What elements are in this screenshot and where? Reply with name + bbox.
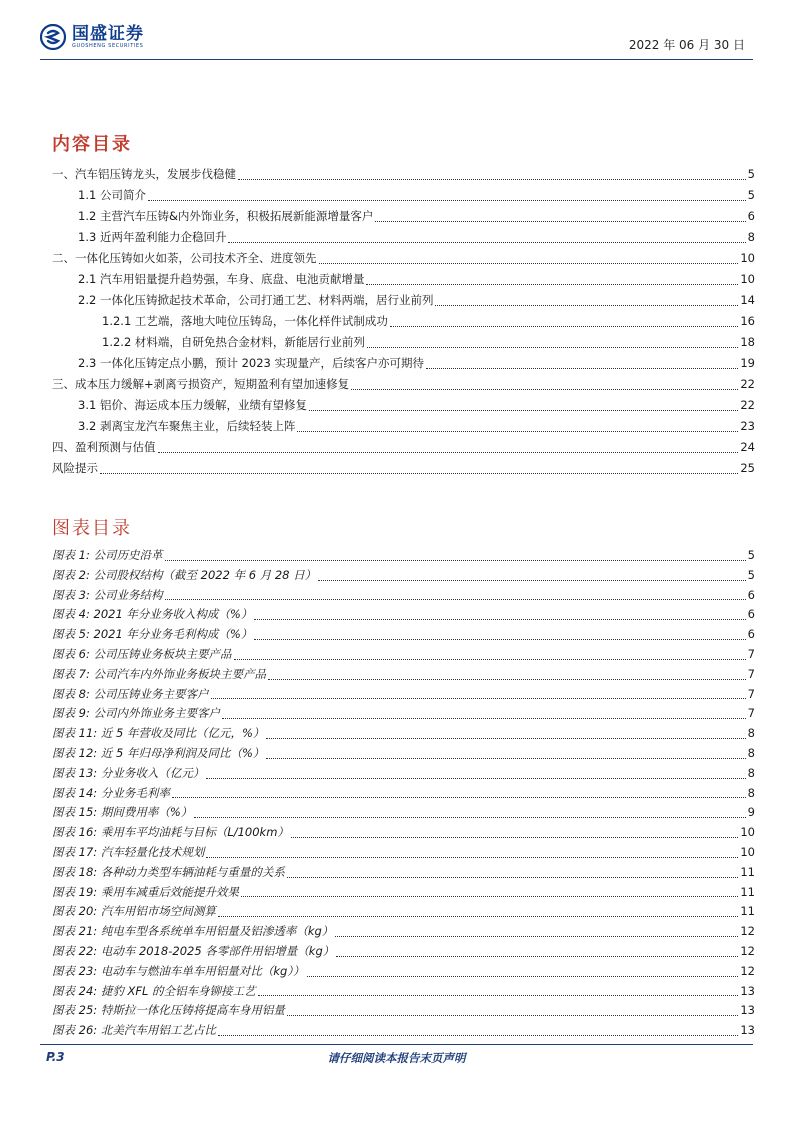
figure-entry-page: 6 bbox=[747, 587, 755, 602]
figure-entry-page: 11 bbox=[740, 884, 755, 899]
figure-leader-dots bbox=[194, 817, 745, 818]
toc-title: 内容目录 bbox=[52, 134, 132, 155]
toc-entry-text: 3.1 铝价、海运成本压力缓解，业绩有望修复 bbox=[78, 395, 309, 416]
toc-entry[interactable] bbox=[52, 416, 755, 437]
figure-entry-page: 7 bbox=[747, 686, 755, 701]
toc-entry[interactable] bbox=[52, 164, 755, 185]
figure-leader-dots bbox=[218, 1035, 739, 1036]
figure-entry[interactable] bbox=[52, 665, 755, 685]
figure-entry-page: 9 bbox=[747, 805, 755, 820]
toc-leader-dots bbox=[390, 326, 738, 327]
figure-entry-text: 图表 6: 公司压铸业务板块主要产品 bbox=[52, 645, 234, 665]
toc-leader-dots bbox=[309, 410, 738, 411]
toc-entry-text: 1.3 近两年盈利能力企稳回升 bbox=[78, 227, 228, 248]
figure-leader-dots bbox=[211, 698, 746, 699]
toc-entry[interactable] bbox=[52, 290, 755, 311]
figure-entry[interactable] bbox=[52, 982, 755, 1002]
toc-leader-dots bbox=[158, 452, 739, 453]
toc-leader-dots bbox=[367, 347, 738, 348]
figures-list bbox=[52, 546, 755, 1041]
toc-entry-text: 2.3 一体化压铸定点小鹏，预计 2023 实现量产，后续客户亦可期待 bbox=[78, 353, 426, 374]
figure-leader-dots bbox=[165, 599, 746, 600]
toc-leader-dots bbox=[426, 368, 738, 369]
figure-entry[interactable] bbox=[52, 803, 755, 823]
toc-entry-page: 6 bbox=[747, 209, 755, 223]
toc-entry[interactable] bbox=[52, 437, 755, 458]
figure-leader-dots bbox=[336, 956, 738, 957]
figure-entry-text: 图表 12: 近 5 年归母净利润及同比（%） bbox=[52, 744, 266, 764]
toc-entry[interactable] bbox=[52, 185, 755, 206]
page-header bbox=[40, 24, 753, 56]
figure-entry[interactable] bbox=[52, 843, 755, 863]
toc-entry[interactable] bbox=[52, 206, 755, 227]
figure-entry-page: 11 bbox=[740, 904, 755, 919]
toc-leader-dots bbox=[435, 305, 738, 306]
figure-entry[interactable] bbox=[52, 764, 755, 784]
figure-entry-text: 图表 21: 纯电车型各系统单车用铝量及铝渗透率（kg） bbox=[52, 922, 335, 942]
figure-entry-text: 图表 11: 近 5 年营收及同比（亿元，%） bbox=[52, 724, 266, 744]
toc-entry-page: 22 bbox=[740, 398, 755, 412]
toc-entry-text: 1.2.2 材料端，自研免热合金材料，新能居行业前列 bbox=[102, 332, 367, 353]
toc-leader-dots bbox=[375, 221, 745, 222]
figure-leader-dots bbox=[318, 580, 746, 581]
toc-entry-page: 5 bbox=[747, 167, 755, 181]
toc-entry-text: 1.1 公司简介 bbox=[78, 185, 148, 206]
toc-entry-text: 一、汽车铝压铸龙头，发展步伐稳健 bbox=[52, 164, 238, 185]
toc-entry-text: 2.2 一体化压铸掀起技术革命，公司打通工艺、材料两端，居行业前列 bbox=[78, 290, 435, 311]
footer-disclaimer: 请仔细阅读本报告末页声明 bbox=[327, 1051, 466, 1065]
figure-entry-page: 13 bbox=[740, 1003, 755, 1018]
figure-entry-page: 11 bbox=[740, 864, 755, 879]
page-number: P.3 bbox=[46, 1050, 65, 1064]
figure-entry-page: 10 bbox=[740, 825, 755, 840]
figure-leader-dots bbox=[258, 995, 739, 996]
figure-entry[interactable] bbox=[52, 625, 755, 645]
figure-leader-dots bbox=[172, 797, 746, 798]
figure-entry-page: 5 bbox=[747, 567, 755, 582]
figure-entry-text: 图表 3: 公司业务结构 bbox=[52, 586, 165, 606]
toc-entry-page: 16 bbox=[740, 314, 755, 328]
figure-entry-page: 5 bbox=[747, 548, 755, 562]
toc-entry-page: 22 bbox=[740, 377, 755, 391]
figure-entry[interactable] bbox=[52, 605, 755, 625]
figure-leader-dots bbox=[307, 976, 739, 977]
figure-leader-dots bbox=[254, 619, 745, 620]
figure-entry-text: 图表 18: 各种动力类型车辆油耗与重量的关系 bbox=[52, 863, 287, 883]
toc-entry[interactable] bbox=[52, 269, 755, 290]
toc-entry[interactable] bbox=[52, 227, 755, 248]
toc-entry[interactable] bbox=[52, 332, 755, 353]
figure-entry-page: 7 bbox=[747, 646, 755, 661]
toc-entry-page: 23 bbox=[740, 419, 755, 433]
toc-entry-text: 二、一体化压铸如火如荼，公司技术齐全、进度领先 bbox=[52, 248, 319, 269]
logo-chinese-name: 国盛证券 bbox=[72, 23, 144, 44]
guosheng-logo-icon bbox=[40, 24, 66, 50]
toc-leader-dots bbox=[297, 431, 738, 432]
figure-entry[interactable] bbox=[52, 645, 755, 665]
figure-entry[interactable] bbox=[52, 724, 755, 744]
figure-entry-page: 12 bbox=[740, 963, 755, 978]
figure-entry-page: 8 bbox=[747, 765, 755, 780]
figure-entry-text: 图表 23: 电动车与燃油车单车用铝量对比（kg）） bbox=[52, 962, 307, 982]
figure-leader-dots bbox=[287, 877, 739, 878]
figure-entry-page: 7 bbox=[747, 666, 755, 681]
figure-entry[interactable] bbox=[52, 586, 755, 606]
toc-entry-page: 18 bbox=[740, 335, 755, 349]
toc-entry[interactable] bbox=[52, 353, 755, 374]
figure-entry-text: 图表 13: 分业务收入（亿元） bbox=[52, 764, 206, 784]
toc-entry[interactable] bbox=[52, 311, 755, 332]
figure-entry-text: 图表 4: 2021 年分业务收入构成（%） bbox=[52, 605, 254, 625]
toc-leader-dots bbox=[148, 200, 746, 201]
figure-entry-page: 13 bbox=[740, 1023, 755, 1038]
toc-leader-dots bbox=[238, 179, 746, 180]
toc-entry-text: 3.2 剥离宝龙汽车聚焦主业，后续轻装上阵 bbox=[78, 416, 297, 437]
figure-entry-page: 7 bbox=[747, 706, 755, 721]
figure-entry[interactable] bbox=[52, 685, 755, 705]
toc-entry-page: 8 bbox=[747, 230, 755, 244]
figure-entry[interactable] bbox=[52, 922, 755, 942]
figure-entry-text: 图表 25: 特斯拉一体化压铸将提高车身用铝量 bbox=[52, 1001, 287, 1021]
toc-leader-dots bbox=[351, 389, 738, 390]
figure-entry[interactable] bbox=[52, 902, 755, 922]
figure-leader-dots bbox=[266, 738, 745, 739]
figure-leader-dots bbox=[254, 639, 745, 640]
figure-entry-text: 图表 14: 分业务毛利率 bbox=[52, 784, 172, 804]
figures-title: 图表目录 bbox=[52, 518, 132, 539]
figure-leader-dots bbox=[218, 916, 739, 917]
toc-entry-page: 19 bbox=[740, 356, 755, 370]
figure-leader-dots bbox=[335, 936, 738, 937]
figure-entry[interactable] bbox=[52, 784, 755, 804]
figure-entry[interactable] bbox=[52, 863, 755, 883]
figure-entry[interactable] bbox=[52, 546, 755, 566]
brand-logo bbox=[40, 24, 144, 50]
toc-entry-text: 风险提示 bbox=[52, 458, 100, 479]
figure-leader-dots bbox=[287, 1015, 739, 1016]
toc-entry-text: 2.1 汽车用铝量提升趋势强，车身、底盘、电池贡献增量 bbox=[78, 269, 366, 290]
toc-entry-page: 10 bbox=[740, 272, 755, 286]
figure-entry-text: 图表 1: 公司历史沿革 bbox=[52, 546, 165, 566]
toc-entry[interactable] bbox=[52, 374, 755, 395]
figure-entry-text: 图表 8: 公司压铸业务主要客户 bbox=[52, 685, 211, 705]
figure-entry-page: 12 bbox=[740, 924, 755, 939]
figure-leader-dots bbox=[206, 857, 738, 858]
toc-leader-dots bbox=[319, 263, 739, 264]
figure-leader-dots bbox=[165, 560, 746, 561]
toc-entry-page: 25 bbox=[740, 461, 755, 475]
toc-leader-dots bbox=[100, 473, 738, 474]
figure-entry-text: 图表 16: 乘用车平均油耗与目标（L/100km） bbox=[52, 823, 291, 843]
toc-leader-dots bbox=[366, 284, 738, 285]
figure-entry-text: 图表 20: 汽车用铝市场空间测算 bbox=[52, 902, 218, 922]
figure-leader-dots bbox=[268, 679, 746, 680]
toc-leader-dots bbox=[228, 242, 745, 243]
figure-leader-dots bbox=[291, 837, 738, 838]
figure-entry[interactable] bbox=[52, 1021, 755, 1041]
figure-entry[interactable] bbox=[52, 744, 755, 764]
figure-entry[interactable] bbox=[52, 1001, 755, 1021]
toc-entry-page: 24 bbox=[740, 440, 755, 454]
figure-entry-text: 图表 26: 北美汽车用铝工艺占比 bbox=[52, 1021, 218, 1041]
toc-entry[interactable] bbox=[52, 395, 755, 416]
toc-entry-page: 5 bbox=[747, 188, 755, 202]
figure-entry-text: 图表 19: 乘用车减重后效能提升效果 bbox=[52, 883, 241, 903]
figure-entry-text: 图表 22: 电动车 2018-2025 各零部件用铝增量（kg） bbox=[52, 942, 336, 962]
toc-entry-page: 14 bbox=[740, 293, 755, 307]
figure-entry[interactable] bbox=[52, 883, 755, 903]
figure-entry-text: 图表 2: 公司股权结构（截至 2022 年 6 月 28 日） bbox=[52, 566, 318, 586]
toc-list bbox=[52, 164, 755, 479]
figure-entry-page: 10 bbox=[740, 844, 755, 859]
toc-entry-text: 1.2 主营汽车压铸&内外饰业务，积极拓展新能源增量客户 bbox=[78, 206, 375, 227]
figure-entry-page: 8 bbox=[747, 726, 755, 741]
toc-entry-text: 三、成本压力缓解+剥离亏损资产，短期盈利有望加速修复 bbox=[52, 374, 351, 395]
figure-leader-dots bbox=[241, 896, 739, 897]
figure-entry-text: 图表 5: 2021 年分业务毛利构成（%） bbox=[52, 625, 254, 645]
figure-entry-text: 图表 17: 汽车轻量化技术规划 bbox=[52, 843, 206, 863]
figure-entry-page: 8 bbox=[747, 745, 755, 760]
figure-entry[interactable] bbox=[52, 566, 755, 586]
logo-english-name: GUOSHENG SECURITIES bbox=[72, 42, 144, 49]
figure-entry-page: 6 bbox=[747, 627, 755, 642]
report-date: 2022 年 06 月 30 日 bbox=[628, 38, 745, 52]
figure-entry[interactable] bbox=[52, 942, 755, 962]
figure-entry-text: 图表 7: 公司汽车内外饰业务板块主要产品 bbox=[52, 665, 268, 685]
figure-leader-dots bbox=[266, 758, 745, 759]
figure-entry-page: 8 bbox=[747, 785, 755, 800]
figure-entry[interactable] bbox=[52, 823, 755, 843]
figure-entry-page: 13 bbox=[740, 983, 755, 998]
toc-entry-text: 1.2.1 工艺端，落地大吨位压铸岛，一体化样件试制成功 bbox=[102, 311, 390, 332]
header-divider bbox=[40, 59, 753, 60]
toc-entry-page: 10 bbox=[740, 251, 755, 265]
toc-entry[interactable] bbox=[52, 248, 755, 269]
figure-entry[interactable] bbox=[52, 962, 755, 982]
toc-entry-text: 四、盈利预测与估值 bbox=[52, 437, 158, 458]
figure-leader-dots bbox=[206, 778, 745, 779]
figure-entry-page: 6 bbox=[747, 607, 755, 622]
figure-entry-text: 图表 15: 期间费用率（%） bbox=[52, 803, 194, 823]
figure-entry-text: 图表 9: 公司内外饰业务主要客户 bbox=[52, 704, 222, 724]
figure-leader-dots bbox=[234, 659, 746, 660]
figure-leader-dots bbox=[222, 718, 746, 719]
figure-entry[interactable] bbox=[52, 704, 755, 724]
toc-entry[interactable] bbox=[52, 458, 755, 479]
figure-entry-text: 图表 24: 捷豹 XFL 的全铝车身铆接工艺 bbox=[52, 982, 258, 1002]
figure-entry-page: 12 bbox=[740, 943, 755, 958]
footer-divider bbox=[40, 1044, 753, 1045]
